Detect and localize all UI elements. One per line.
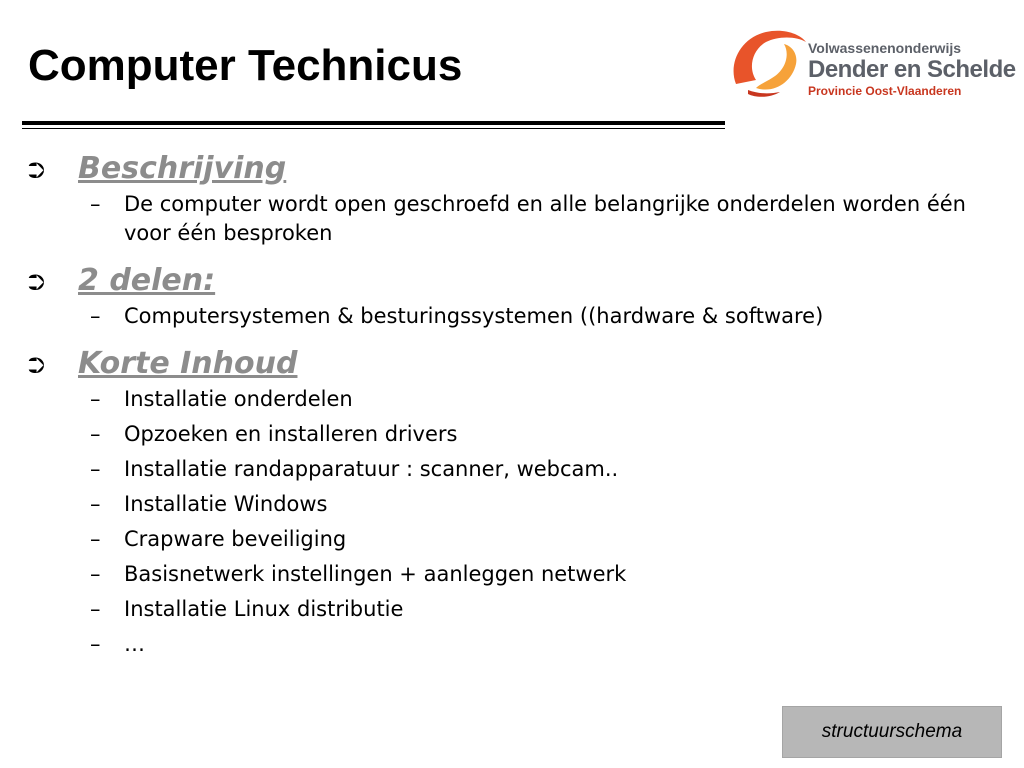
- list-item: – Basisnetwerk instellingen + aanleggen netwerk: [90, 562, 627, 586]
- list-item: – Installatie Linux distributie: [90, 597, 404, 621]
- bullet-list: [28, 148, 988, 671]
- arrow-bullet-icon: ⮊: [28, 271, 45, 296]
- arrow-bullet-icon: ⮊: [28, 354, 45, 379]
- list-item: – Installatie onderdelen: [90, 387, 353, 411]
- section-2-delen: [28, 260, 988, 343]
- logo-text-line2: Dender en Schelde: [808, 56, 1016, 83]
- page-title: Computer Technicus: [28, 41, 463, 90]
- arrow-bullet-icon: ⮊: [28, 159, 45, 184]
- title-divider-thick: [22, 121, 725, 125]
- list-item: – Crapware beveiliging: [90, 527, 347, 551]
- list-item: – …: [90, 632, 145, 656]
- structuurschema-button[interactable]: structuurschema: [782, 706, 1002, 758]
- section-heading: Beschrijving: [78, 151, 287, 186]
- logo-mark-icon: [726, 24, 810, 102]
- section-korte-inhoud: [28, 343, 988, 671]
- list-item: – Installatie Windows: [90, 492, 328, 516]
- logo-text-line3: Provincie Oost-Vlaanderen: [808, 84, 962, 98]
- section-beschrijving: [28, 148, 988, 260]
- list-item: – Computersystemen & besturingssystemen ((hardware & software): [90, 304, 824, 328]
- list-item: – De computer wordt open geschroefd en alle belangrijke onderdelen worden één voor één besproken: [90, 192, 966, 245]
- logo: [726, 24, 1016, 102]
- title-divider-thin: [22, 128, 725, 129]
- logo-text-line1: Volwassenenonderwijs: [808, 40, 962, 56]
- section-heading: Korte Inhoud: [78, 346, 298, 381]
- list-item: – Opzoeken en installeren drivers: [90, 422, 458, 446]
- list-item: – Installatie randapparatuur : scanner, webcam..: [90, 457, 619, 481]
- section-heading: 2 delen:: [78, 263, 216, 298]
